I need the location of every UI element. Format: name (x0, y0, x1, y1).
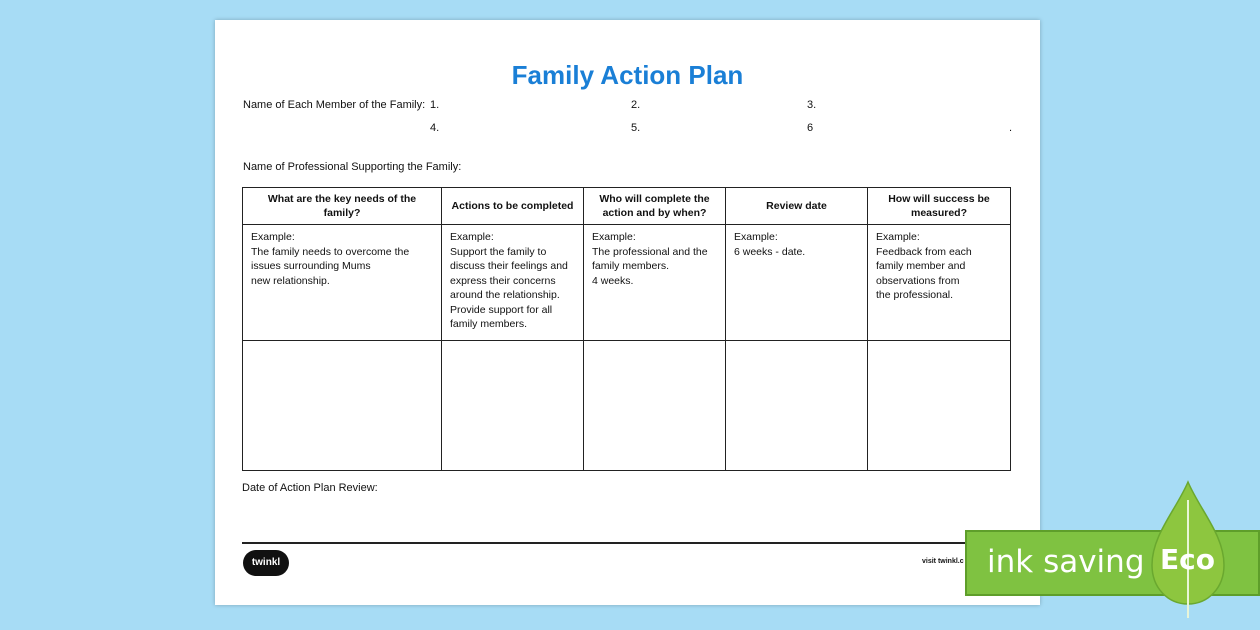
cell-line: around the relationship. (450, 289, 560, 302)
header-key-needs: What are the key needs of the family? (243, 188, 442, 225)
cell-line: 6 weeks - date. (734, 245, 806, 258)
example-cell (726, 225, 868, 340)
cell-line: The family needs to overcome the (251, 245, 410, 258)
cell-line: Example: (734, 231, 778, 244)
cell-line: family members. (450, 318, 528, 331)
eco-label: Eco (1160, 543, 1215, 576)
cell-line: Example: (592, 231, 636, 244)
header-success: How will success be measured? (868, 188, 1011, 225)
professional-label: Name of Professional Supporting the Family: (243, 161, 462, 173)
action-plan-table (242, 187, 1011, 471)
cell-line: Example: (450, 231, 494, 244)
cell-line: Example: (876, 231, 920, 244)
cell-line: family member and (876, 260, 966, 273)
table-row-example (243, 225, 1011, 340)
header-review-date: Review date (726, 188, 868, 225)
header-actions: Actions to be completed (442, 188, 584, 225)
member-4: 4. (430, 122, 440, 134)
blank-cell (584, 340, 726, 470)
cell-line: 4 weeks. (592, 274, 634, 287)
worksheet-page (215, 20, 1040, 605)
blank-cell (243, 340, 442, 470)
example-cell (442, 225, 584, 340)
member-6: 6 (807, 122, 814, 134)
example-cell (243, 225, 442, 340)
cell-line: issues surrounding Mums (251, 260, 371, 273)
cell-line: The professional and the (592, 245, 708, 258)
cell-line: Support the family to (450, 245, 547, 258)
page-title: Family Action Plan (511, 60, 744, 90)
member-3: 3. (807, 99, 817, 111)
example-cell (584, 225, 726, 340)
blank-cell (442, 340, 584, 470)
cell-line: express their concerns (450, 274, 556, 287)
blank-cell (868, 340, 1011, 470)
twinkl-logo: twinkl (243, 550, 289, 576)
cell-line: discuss their feelings and (450, 260, 568, 273)
blank-cell (726, 340, 868, 470)
ink-saving-label: ink saving (987, 544, 1145, 580)
member-2: 2. (631, 99, 641, 111)
visit-link-text: visit twinkl.c (922, 558, 964, 565)
table-header-row (243, 188, 1011, 225)
cell-line: Example: (251, 231, 295, 244)
cell-line: Feedback from each (876, 245, 972, 258)
cell-line: the professional. (876, 289, 954, 302)
review-date-label: Date of Action Plan Review: (242, 482, 378, 494)
cell-line: Provide support for all (450, 303, 553, 316)
cell-line: new relationship. (251, 274, 330, 287)
cell-line: family members. (592, 260, 670, 273)
member-5: 5. (631, 122, 641, 134)
cell-line: observations from (876, 274, 960, 287)
footer-divider (242, 542, 1010, 544)
example-cell (868, 225, 1011, 340)
table-row-blank (243, 340, 1011, 470)
header-who-when: Who will complete the action and by when? (584, 188, 726, 225)
members-label: Name of Each Member of the Family: (243, 99, 426, 111)
member-1: 1. (430, 99, 440, 111)
trailing-dot: . (1009, 122, 1013, 134)
